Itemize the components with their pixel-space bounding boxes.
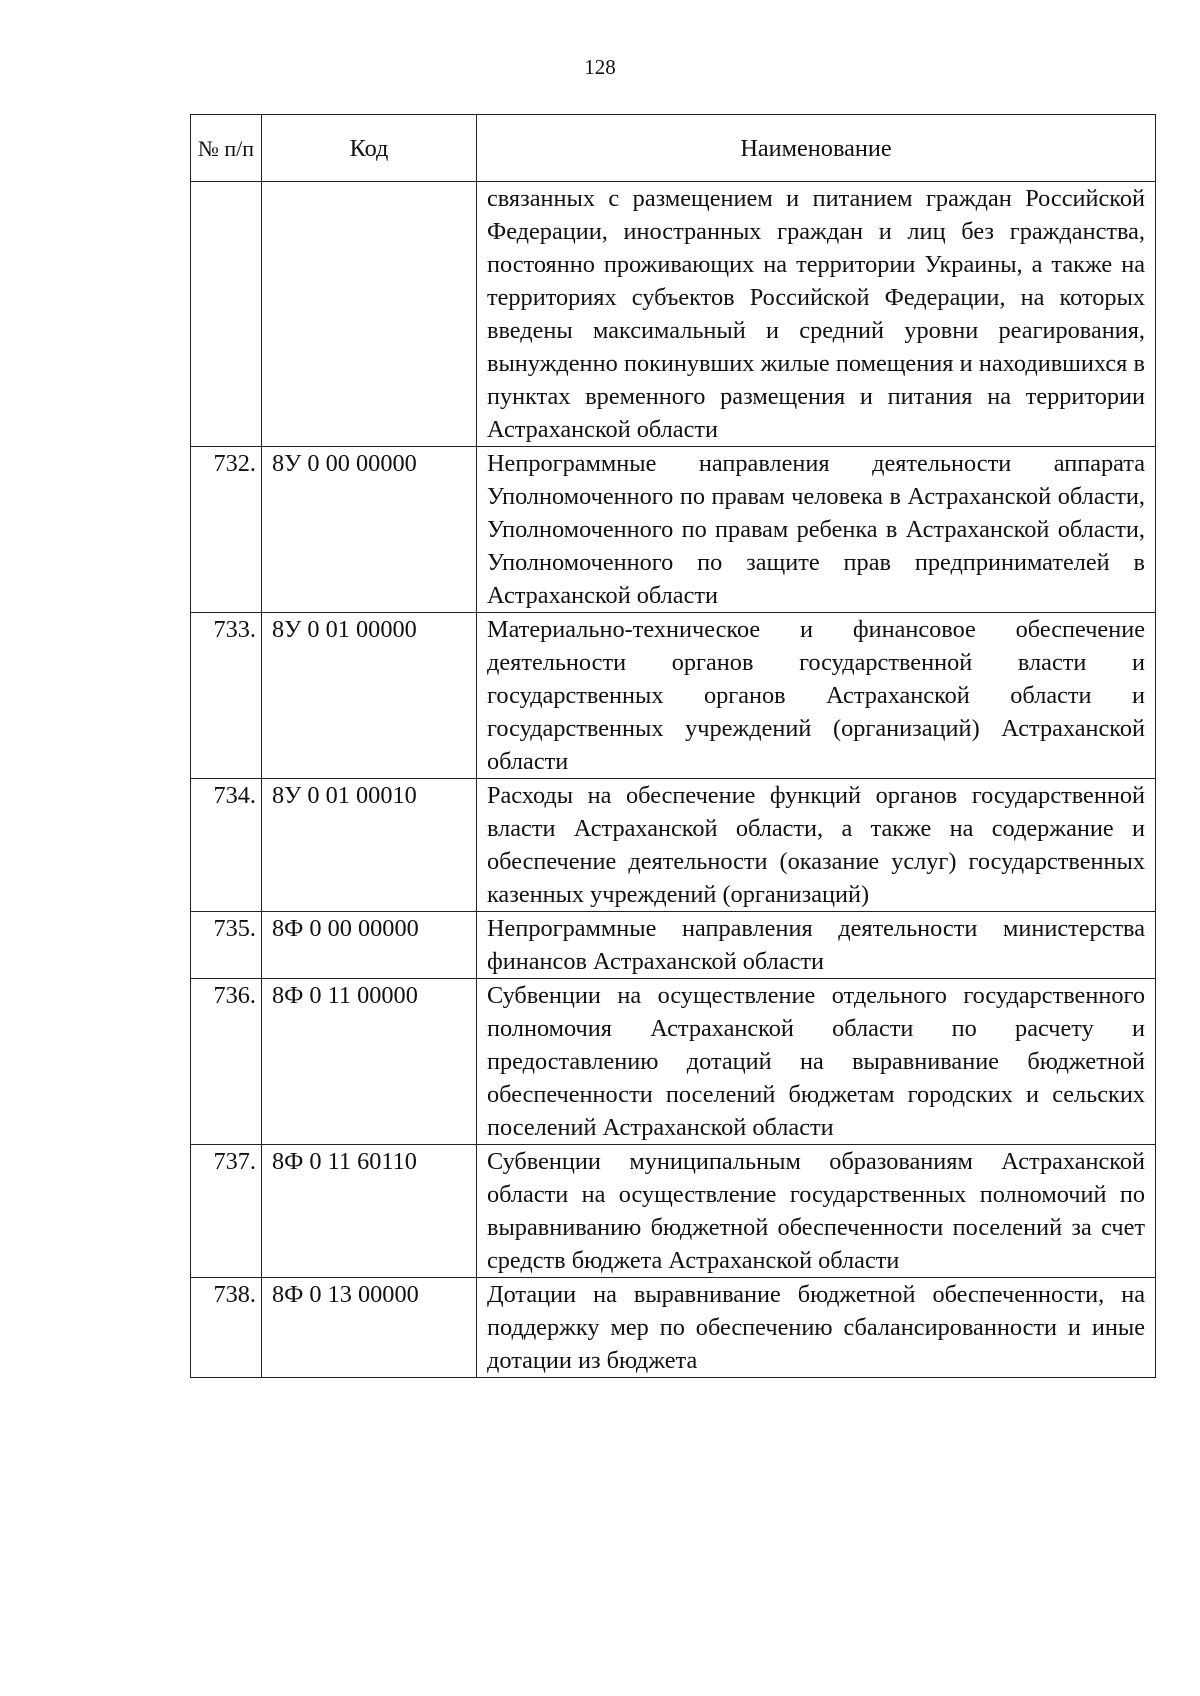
row-name: Непрограммные направления деятельности министерства финансов Астраханской области bbox=[477, 912, 1156, 979]
table-row bbox=[191, 1145, 1156, 1278]
row-num: 738. bbox=[191, 1278, 262, 1378]
row-code: 8У 0 01 00000 bbox=[262, 613, 477, 779]
row-name: связанных с размещением и питанием граждан Российской Федерации, иностранных граждан и лиц без гражданства, постоянно проживающих на территории Украины, а также на территориях субъектов Российской Федерации, на которых введены максимальный и средний уровни реагирования, вынужденно покинувших жилые помещения и находившихся в пунктах временного размещения и питания на территории Астраханской области bbox=[477, 182, 1156, 447]
header-code: Код bbox=[262, 115, 477, 182]
table-row bbox=[191, 1278, 1156, 1378]
row-name: Субвенции на осуществление отдельного государственного полномочия Астраханской области по расчету и предоставлению дотаций на выравнивание бюджетной обеспеченности поселений бюджетам городских и сельских поселений Астраханской области bbox=[477, 979, 1156, 1145]
header-name: Наименование bbox=[477, 115, 1156, 182]
table-row bbox=[191, 779, 1156, 912]
row-name: Непрограммные направления деятельности аппарата Уполномоченного по правам человека в Астраханской области, Уполномоченного по правам ребенка в Астраханской области, Уполномоченного по защите прав предпринимателей в Астраханской области bbox=[477, 447, 1156, 613]
table-header-row bbox=[191, 115, 1156, 182]
row-code bbox=[262, 182, 477, 447]
row-num bbox=[191, 182, 262, 447]
row-name: Субвенции муниципальным образованиям Астраханской области на осуществление государственных полномочий по выравниванию бюджетной обеспеченности поселений за счет средств бюджета Астраханской области bbox=[477, 1145, 1156, 1278]
row-code: 8Ф 0 13 00000 bbox=[262, 1278, 477, 1378]
row-code: 8У 0 00 00000 bbox=[262, 447, 477, 613]
table-row bbox=[191, 979, 1156, 1145]
page-number: 128 bbox=[584, 55, 616, 79]
row-name: Дотации на выравнивание бюджетной обеспеченности, на поддержку мер по обеспечению сбалансированности и иные дотации из бюджета bbox=[477, 1278, 1156, 1378]
budget-code-table bbox=[190, 114, 1156, 1378]
row-code: 8Ф 0 11 00000 bbox=[262, 979, 477, 1145]
row-num: 736. bbox=[191, 979, 262, 1145]
row-num: 737. bbox=[191, 1145, 262, 1278]
row-num: 735. bbox=[191, 912, 262, 979]
row-name: Расходы на обеспечение функций органов государственной власти Астраханской области, а также на содержание и обеспечение деятельности (оказание услуг) государственных казенных учреждений (организаций) bbox=[477, 779, 1156, 912]
table-row bbox=[191, 912, 1156, 979]
row-code: 8Ф 0 00 00000 bbox=[262, 912, 477, 979]
row-name: Материально-техническое и финансовое обеспечение деятельности органов государственной власти и государственных органов Астраханской области и государственных учреждений (организаций) Астраханской области bbox=[477, 613, 1156, 779]
row-num: 732. bbox=[191, 447, 262, 613]
table-row bbox=[191, 182, 1156, 447]
row-code: 8У 0 01 00010 bbox=[262, 779, 477, 912]
row-num: 733. bbox=[191, 613, 262, 779]
table-row bbox=[191, 613, 1156, 779]
header-num: № п/п bbox=[191, 115, 262, 182]
row-num: 734. bbox=[191, 779, 262, 912]
table-row bbox=[191, 447, 1156, 613]
row-code: 8Ф 0 11 60110 bbox=[262, 1145, 477, 1278]
